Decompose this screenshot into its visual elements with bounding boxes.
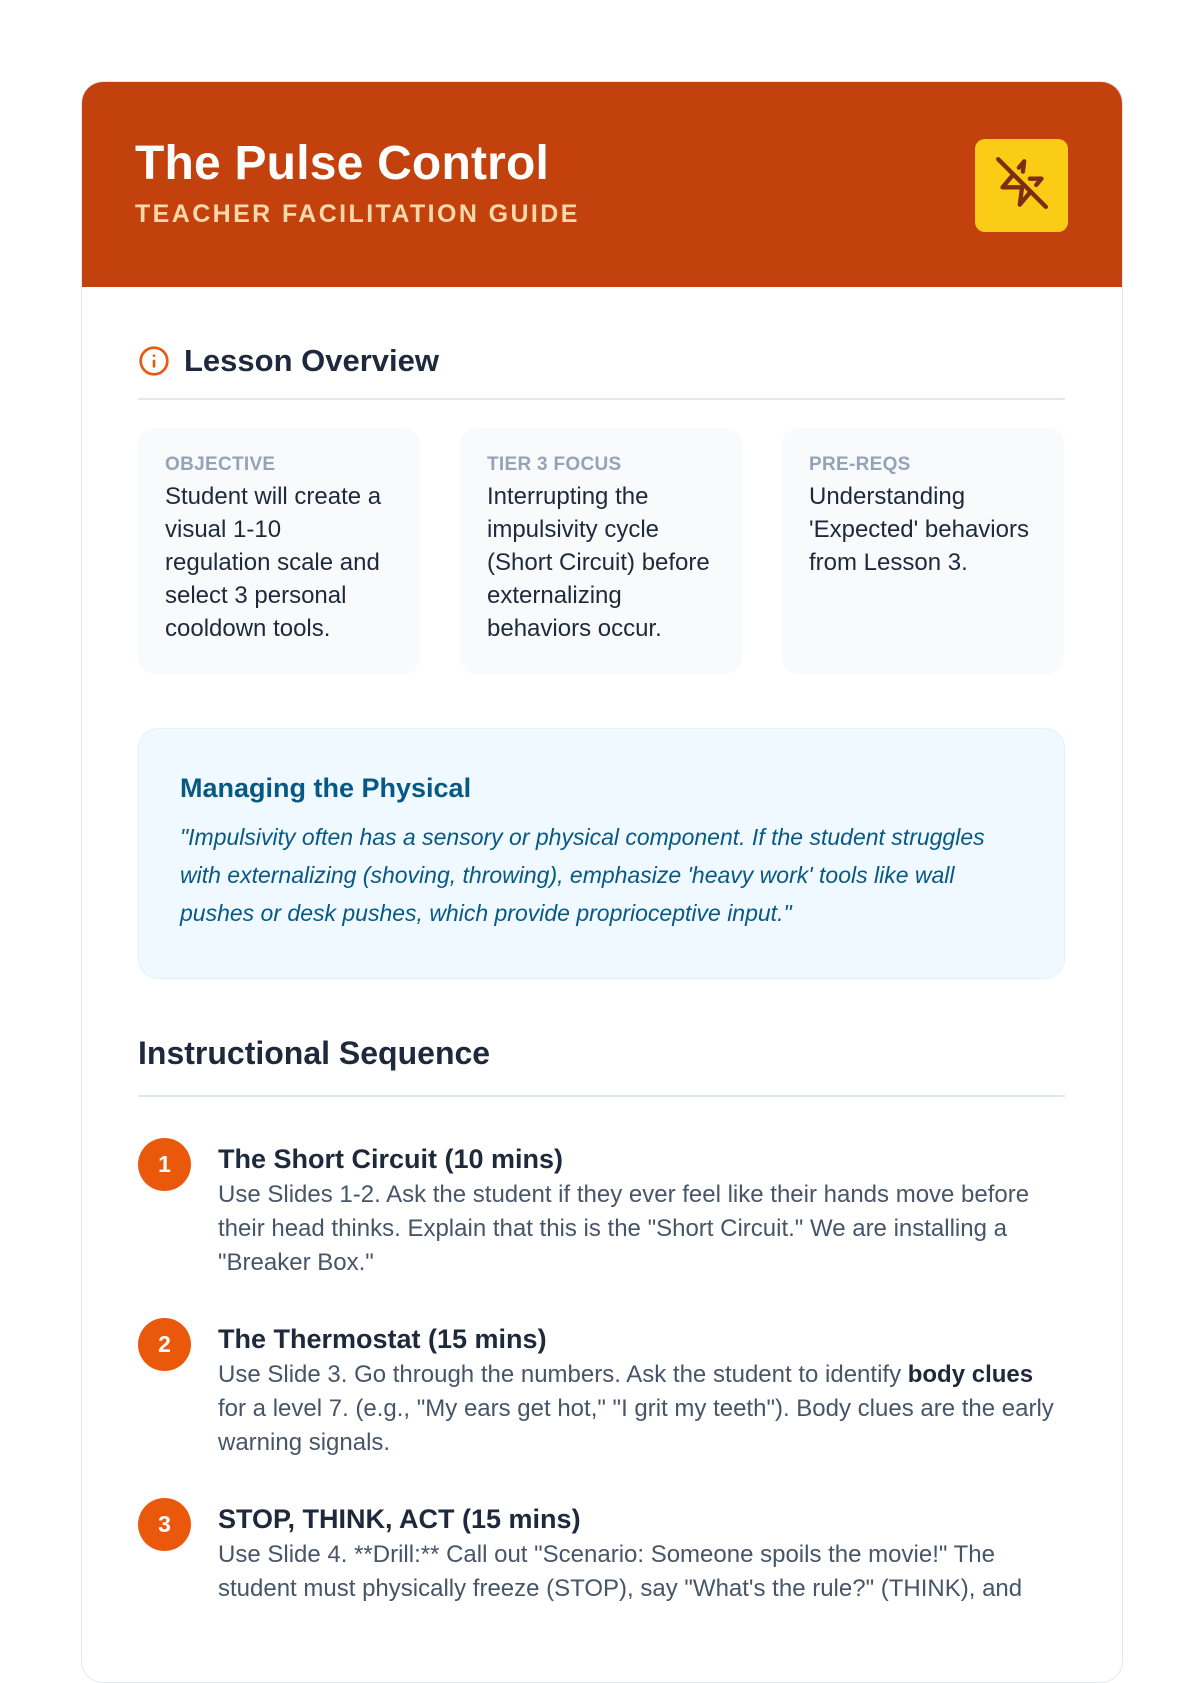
card-label: PRE-REQS: [809, 454, 911, 475]
step-text: Use Slide 4. **Drill:** Call out "Scenario: Someone spoils the movie!" The student must physically freeze (STOP), say "What's the rule?" (THINK), and: [218, 1541, 1023, 1602]
objective-card: [138, 428, 420, 674]
step-number-badge: 3: [138, 1498, 191, 1551]
callout-quote: "Impulsivity often has a sensory or physical component. If the student struggles with externalizing (shoving, throwing), emphasize 'heavy work' tools like wall pushes or desk pushes, which provide proprioceptive input.": [180, 824, 985, 926]
step-text-emphasis: body clues: [907, 1361, 1034, 1388]
step-text-part: for a level 7. (e.g., "My ears get hot," "I grit my teeth"). Body clues are the early warning signals.: [218, 1395, 1054, 1456]
tier-focus-card: [460, 428, 742, 674]
step-title: STOP, THINK, ACT (15 mins): [218, 1504, 581, 1534]
sequence-step-1: [138, 1138, 1065, 1280]
managing-physical-callout: [138, 728, 1065, 979]
lesson-overview-heading: [138, 287, 1065, 400]
step-number-badge: 1: [138, 1138, 191, 1191]
sequence-step-3: [138, 1498, 1065, 1606]
step-title: The Thermostat (15 mins): [218, 1324, 547, 1354]
guide-content: [138, 287, 1065, 1606]
guide-card: [81, 81, 1123, 1683]
card-text: Understanding 'Expected' behaviors from Lesson 3.: [809, 483, 1029, 576]
overview-cards: [138, 428, 1065, 674]
step-text: [218, 1358, 1065, 1460]
card-label: TIER 3 FOCUS: [487, 454, 622, 475]
callout-title: Managing the Physical: [180, 773, 472, 803]
zap-off-badge: [975, 139, 1068, 232]
card-text: Student will create a visual 1-10 regulation scale and select 3 personal cooldown tools.: [165, 483, 382, 642]
prereqs-card: [782, 428, 1064, 674]
lesson-overview-title: Lesson Overview: [184, 342, 440, 378]
page-subtitle: TEACHER FACILITATION GUIDE: [135, 200, 580, 228]
card-text: Interrupting the impulsivity cycle (Short Circuit) before externalizing behaviors occur.: [487, 483, 710, 642]
zap-off-icon: [996, 157, 1048, 214]
step-number-badge: 2: [138, 1318, 191, 1371]
guide-header: [82, 82, 1122, 287]
page-title: The Pulse Control: [135, 137, 550, 190]
instructional-sequence-title: Instructional Sequence: [138, 1035, 491, 1071]
step-text: Use Slides 1-2. Ask the student if they ever feel like their hands move before their head thinks. Explain that this is the "Short Circuit." We are installing a "Breaker Box.": [218, 1181, 1030, 1276]
instructional-sequence-heading: [138, 1035, 1065, 1097]
sequence-step-2: [138, 1318, 1065, 1460]
step-text-part: Use Slide 3. Go through the numbers. Ask the student to identify: [218, 1361, 908, 1388]
step-title: The Short Circuit (10 mins): [218, 1144, 564, 1174]
card-label: OBJECTIVE: [165, 454, 276, 475]
info-icon: [138, 345, 170, 377]
